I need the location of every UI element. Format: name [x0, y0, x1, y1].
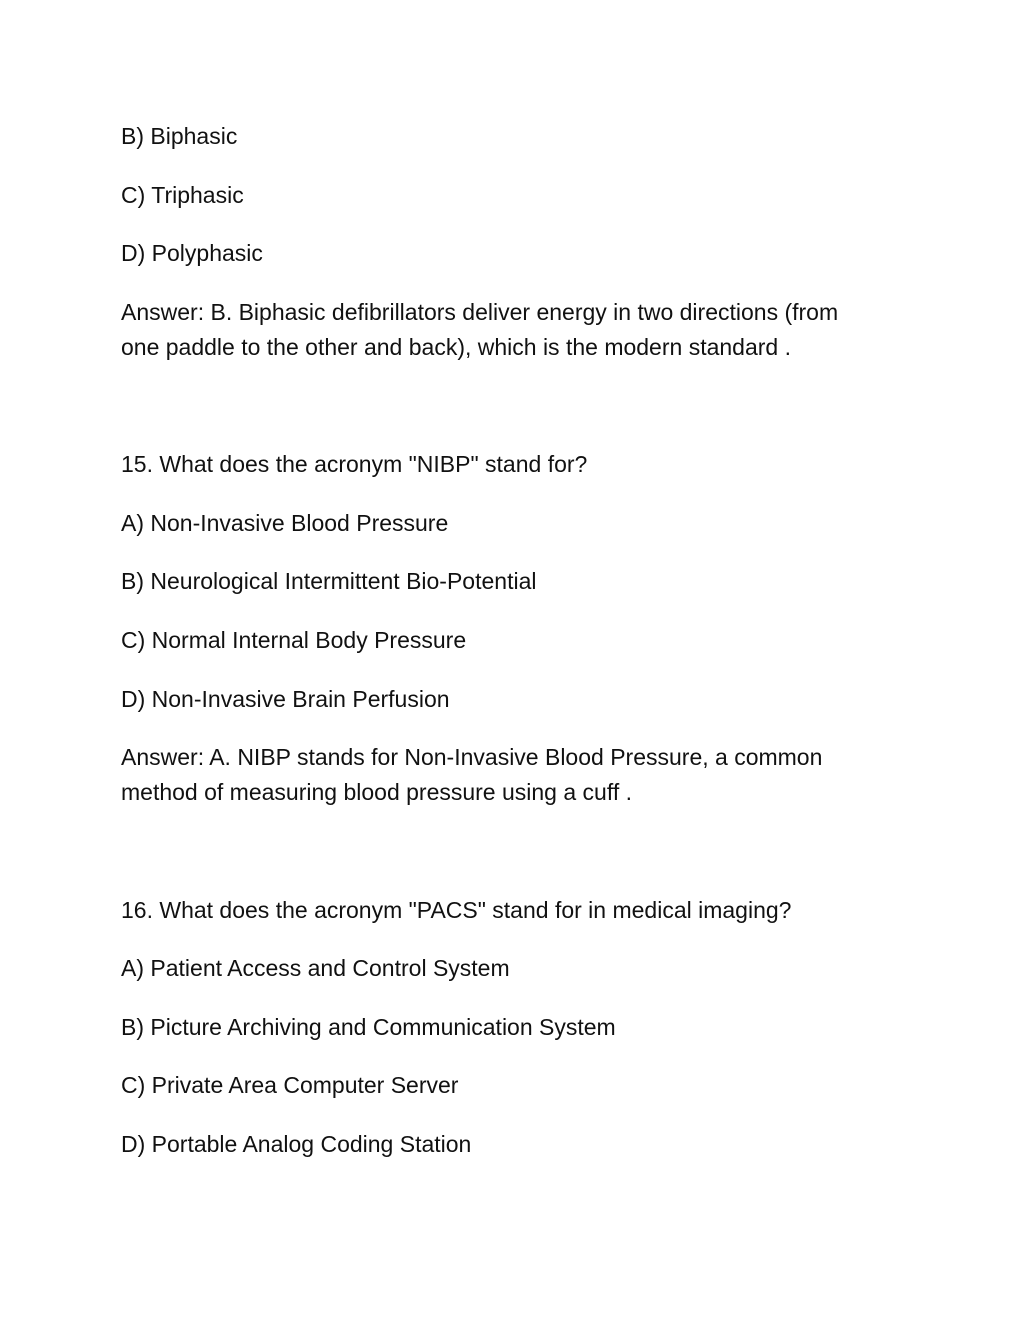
q16-option-c: C) Private Area Computer Server [121, 1072, 459, 1098]
q15-question: 15. What does the acronym "NIBP" stand for? [121, 451, 588, 477]
q15-option-c: C) Normal Internal Body Pressure [121, 627, 467, 653]
q15-answer-line-1: Answer: A. NIBP stands for Non-Invasive Blood Pressure, a common [121, 744, 823, 770]
q15-answer-line-2: method of measuring blood pressure using a cuff . [121, 779, 632, 805]
q14-option-d: D) Polyphasic [121, 240, 263, 266]
q14-answer-line-2: one paddle to the other and back), which is the modern standard . [121, 334, 791, 360]
q14-answer [121, 295, 911, 365]
q14-option-b: B) Biphasic [121, 123, 238, 149]
q14-answer-line-1: Answer: B. Biphasic defibrillators deliver energy in two directions (from [121, 299, 839, 325]
q16-option-d: D) Portable Analog Coding Station [121, 1131, 472, 1157]
q16-question: 16. What does the acronym "PACS" stand for in medical imaging? [121, 897, 792, 923]
q16-option-b: B) Picture Archiving and Communication System [121, 1014, 616, 1040]
q15-option-d: D) Non-Invasive Brain Perfusion [121, 686, 450, 712]
q15-answer [121, 740, 911, 810]
q15-option-a: A) Non-Invasive Blood Pressure [121, 510, 449, 536]
q15-option-b: B) Neurological Intermittent Bio-Potential [121, 568, 537, 594]
q16-option-a: A) Patient Access and Control System [121, 955, 510, 981]
q14-option-c: C) Triphasic [121, 182, 244, 208]
